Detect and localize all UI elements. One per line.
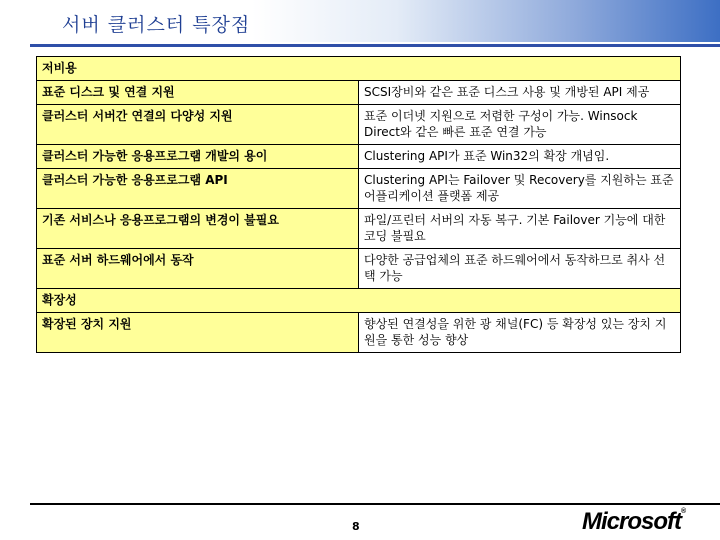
feature-cell: 클러스터 가능한 응용프로그램 개발의 용이	[37, 145, 359, 169]
title-divider	[30, 44, 720, 47]
description-cell: Clustering API는 Failover 및 Recovery를 지원하는 표준 어플리케이션 플랫폼 제공	[359, 169, 681, 209]
description-cell: SCSI장비와 같은 표준 디스크 사용 및 개방된 API 제공	[359, 81, 681, 105]
table-row	[37, 209, 681, 249]
feature-table	[36, 56, 681, 353]
section-header-scalability: 확장성	[37, 289, 681, 313]
feature-cell: 클러스터 서버간 연결의 다양성 지원	[37, 105, 359, 145]
microsoft-logo	[582, 508, 686, 536]
table-row	[37, 169, 681, 209]
table-row	[37, 145, 681, 169]
feature-cell: 표준 서버 하드웨어에서 동작	[37, 249, 359, 289]
description-cell: 표준 이더넷 지원으로 저렴한 구성이 가능. Winsock Direct와 같은 빠른 표준 연결 가능	[359, 105, 681, 145]
feature-cell: 표준 디스크 및 연결 지원	[37, 81, 359, 105]
slide-title: 서버 클러스터 특장점	[62, 14, 251, 36]
description-cell: Clustering API가 표준 Win32의 확장 개념임.	[359, 145, 681, 169]
trademark-mark: ®	[681, 508, 687, 515]
feature-cell: 클러스터 가능한 응용프로그램 API	[37, 169, 359, 209]
table-row	[37, 249, 681, 289]
section-row	[37, 57, 681, 81]
page-number: 8	[352, 520, 360, 533]
feature-cell: 기존 서비스나 응용프로그램의 변경이 불필요	[37, 209, 359, 249]
feature-cell: 확장된 장치 지원	[37, 313, 359, 353]
table-row	[37, 105, 681, 145]
logo-text: Microsoft	[582, 508, 681, 535]
section-row	[37, 289, 681, 313]
description-cell: 파일/프린터 서버의 자동 복구. 기본 Failover 기능에 대한 코딩 불필요	[359, 209, 681, 249]
description-cell: 향상된 연결성을 위한 광 채널(FC) 등 확장성 있는 장치 지원을 통한 성능 향상	[359, 313, 681, 353]
description-cell: 다양한 공급업체의 표준 하드웨어에서 동작하므로 취사 선택 가능	[359, 249, 681, 289]
footer-divider	[30, 503, 720, 505]
table-row	[37, 81, 681, 105]
section-header-low-cost: 저비용	[37, 57, 681, 81]
table-row	[37, 313, 681, 353]
